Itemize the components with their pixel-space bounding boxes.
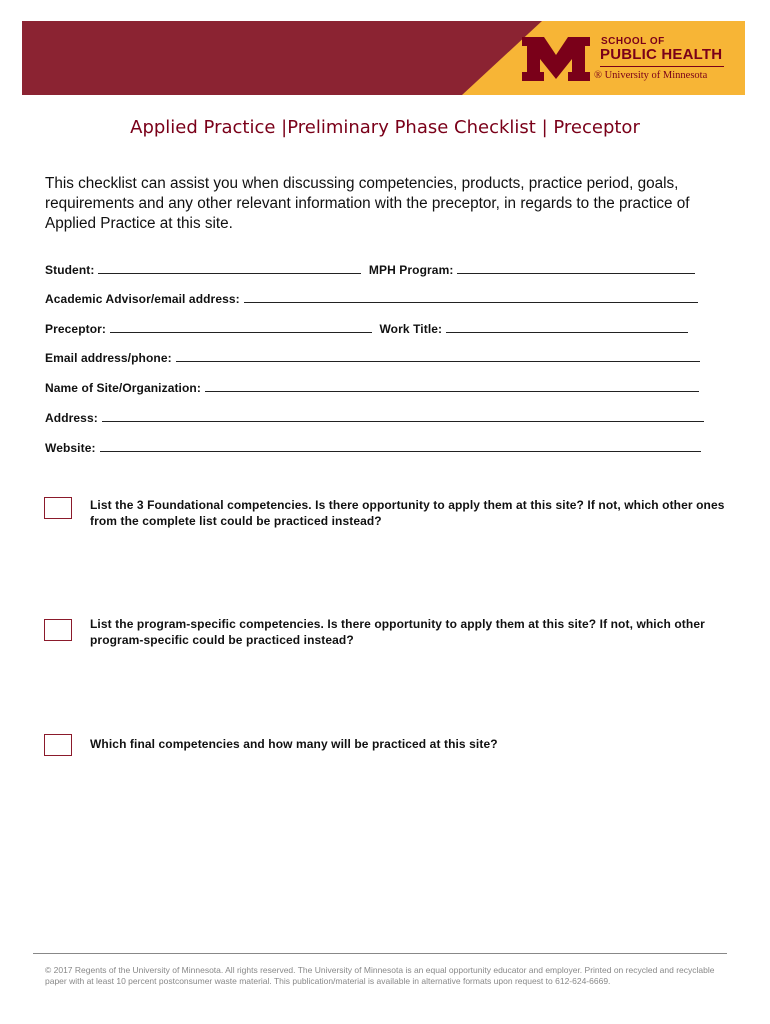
address-row (45, 410, 704, 425)
site-row (45, 380, 699, 395)
question-final-competencies: Which final competencies and how many will be practiced at this site? (90, 737, 498, 751)
site-field[interactable] (205, 380, 699, 392)
work-title-field[interactable] (446, 321, 688, 333)
logo-school-of: SCHOOL OF (601, 36, 665, 47)
logo-divider (600, 66, 724, 67)
student-label: Student: (45, 263, 95, 277)
student-row (45, 262, 695, 277)
advisor-row (45, 291, 698, 306)
academic-advisor-field[interactable] (244, 291, 698, 303)
page-title: Applied Practice |Preliminary Phase Checklist | Preceptor (130, 117, 640, 138)
website-label: Website: (45, 441, 96, 455)
checkbox-final-competencies[interactable] (44, 734, 72, 756)
intro-paragraph: This checklist can assist you when discussing competencies, products, practice period, goals, requirements and any other relevant information with the preceptor, in regards to the practice of Applied Practice at this site. (45, 175, 690, 232)
student-field[interactable] (98, 262, 361, 274)
preceptor-field[interactable] (110, 321, 372, 333)
logo-university: ® University of Minnesota (594, 70, 708, 81)
logo-public-health: PUBLIC HEALTH (600, 46, 723, 63)
website-row (45, 440, 701, 455)
checkbox-foundational[interactable] (44, 497, 72, 519)
preceptor-row (45, 321, 688, 336)
mph-program-label: MPH Program: (368, 263, 454, 277)
email-row (45, 350, 700, 365)
footer-text: © 2017 Regents of the University of Minnesota. All rights reserved. The University of Minnesota is an equal opportunity educator and employer. Printed on recycled and recyclable paper with at least 10 percent postconsumer waste material. This publication/material is available in alternative formats upon request to 612-624-6669. (45, 965, 715, 986)
footer-divider (33, 953, 727, 954)
website-field[interactable] (100, 440, 701, 452)
university-m-logo (518, 37, 594, 81)
email-phone-field[interactable] (176, 350, 700, 362)
mph-program-field[interactable] (457, 262, 695, 274)
academic-advisor-label: Academic Advisor/email address: (45, 292, 240, 306)
site-label: Name of Site/Organization: (45, 381, 201, 395)
question-foundational: List the 3 Foundational competencies. Is there opportunity to apply them at this site? If not, which other ones from the complete list could be practiced instead? (90, 498, 725, 528)
address-field[interactable] (102, 410, 704, 422)
checkbox-program-specific[interactable] (44, 619, 72, 641)
email-phone-label: Email address/phone: (45, 351, 172, 365)
question-program-specific: List the program-specific competencies. Is there opportunity to apply them at this site? If not, which other program-specific could be practiced instead? (90, 617, 705, 647)
work-title-label: Work Title: (379, 322, 443, 336)
address-label: Address: (45, 411, 98, 425)
preceptor-label: Preceptor: (45, 322, 107, 336)
